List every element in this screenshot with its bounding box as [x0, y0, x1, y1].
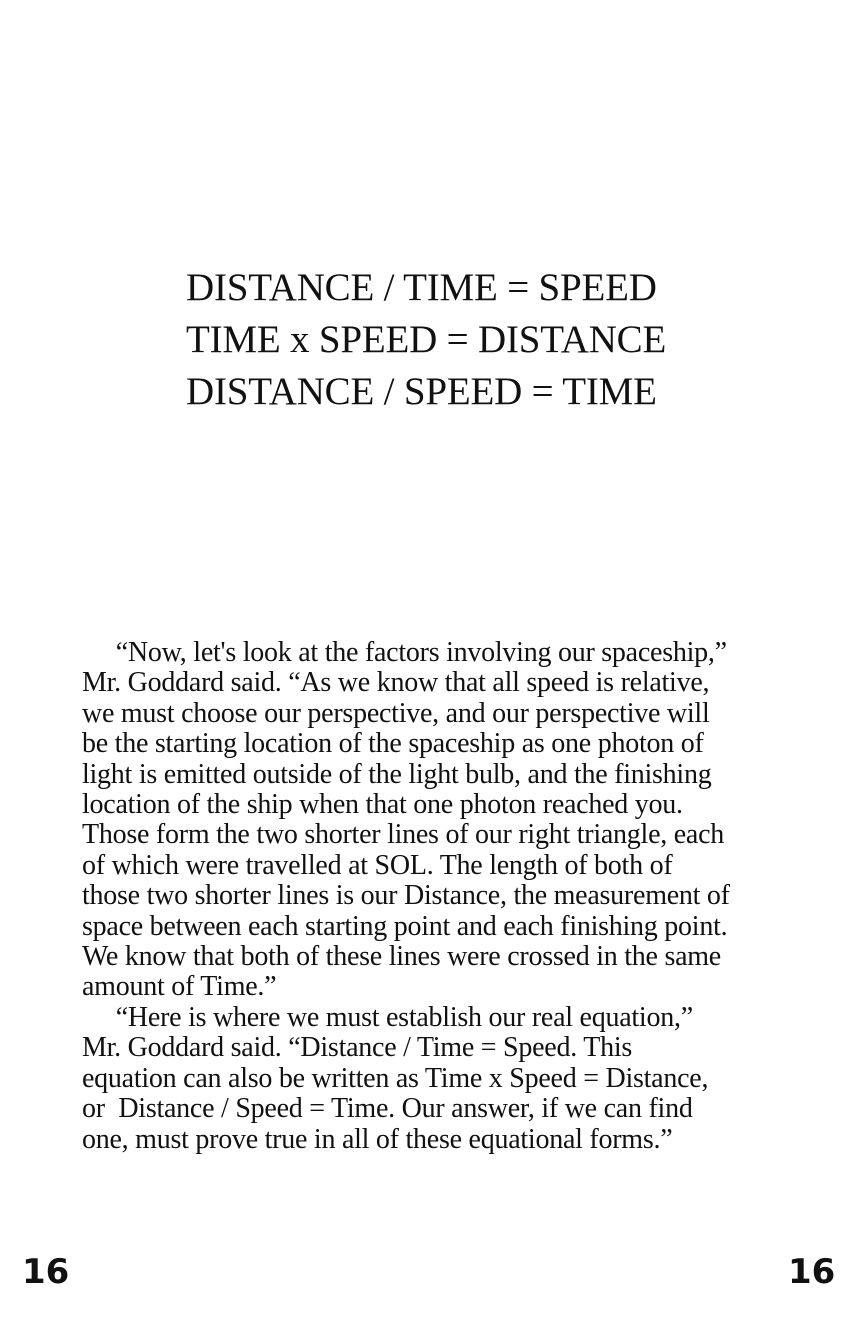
equation-distance: TIME x SPEED = DISTANCE — [186, 318, 667, 361]
text-line: space between each starting point and each finishing point. — [82, 910, 728, 942]
text-line: light is emitted outside of the light bulb, and the finishing — [82, 758, 712, 790]
text-line: location of the ship when that one photon reached you. — [82, 789, 683, 821]
text-line: we must choose our perspective, and our perspective will — [82, 697, 710, 729]
text-line: be the starting location of the spaceship as one photon of — [82, 728, 704, 760]
text-line: amount of Time.” — [82, 971, 277, 1003]
equation-speed: DISTANCE / TIME = SPEED — [186, 266, 657, 309]
equation-list — [186, 262, 666, 418]
text-line: We know that both of these lines were crossed in the same — [82, 941, 721, 973]
text-line: Mr. Goddard said. “Distance / Time = Speed. This — [82, 1032, 633, 1064]
text-line: one, must prove true in all of these equational forms.” — [82, 1123, 673, 1155]
equation-time: DISTANCE / SPEED = TIME — [186, 370, 657, 413]
text-line: equation can also be written as Time x Speed = Distance, — [82, 1062, 709, 1094]
text-line: “Now, let's look at the factors involving our spaceship,” — [82, 637, 727, 668]
text-line: those two shorter lines is our Distance, the measurement of — [82, 880, 730, 912]
text-line: or Distance / Speed = Time. Our answer, if we can find — [82, 1093, 693, 1125]
text-line: “Here is where we must establish our real equation,” — [82, 1001, 693, 1033]
text-line: of which were travelled at SOL. The length of both of — [82, 849, 673, 881]
body-paragraphs — [82, 638, 812, 1155]
page-number-left: 16 — [22, 1252, 70, 1292]
text-line: Those form the two shorter lines of our right triangle, each — [82, 819, 725, 851]
page-number-right: 16 — [788, 1252, 836, 1292]
text-line: Mr. Goddard said. “As we know that all speed is relative, — [82, 667, 710, 699]
